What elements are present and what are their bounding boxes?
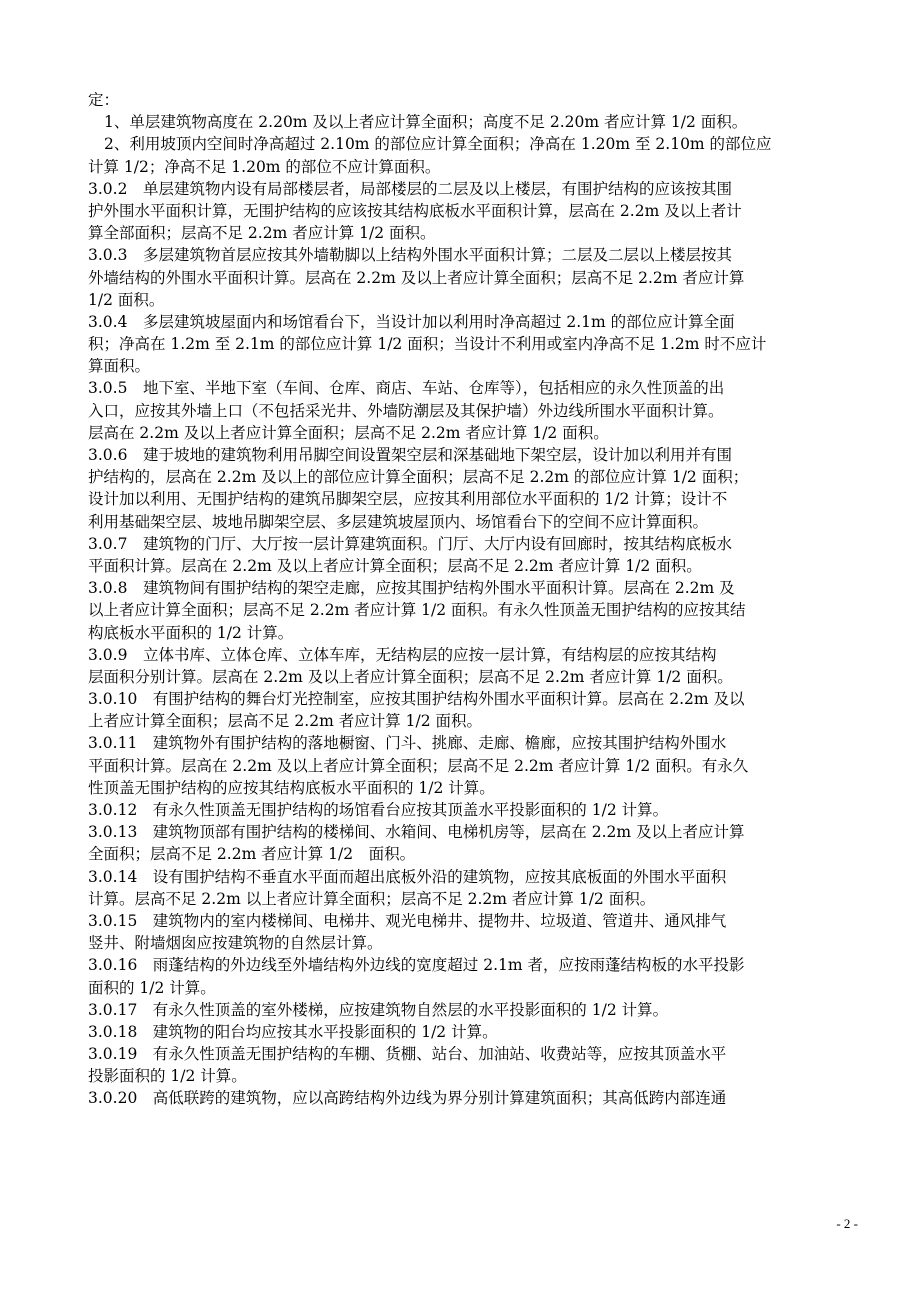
text-line: 定： [88, 91, 120, 109]
text-line: 外墙结构的外围水平面积计算。层高在 2.2m 及以上者应计算全面积；层高不足 2.2m 者应计算 [88, 268, 745, 287]
text-line: 投影面积的 1/2 计算。 [88, 1067, 247, 1086]
text-line: 积；净高在 1.2m 至 2.1m 的部位应计算 1/2 面积；当设计不利用或室内净高不足 1.2m 时不应计 [88, 335, 767, 354]
text-line: 3.0.7 建筑物的门厅、大厅按一层计算建筑面积。门厅、大厅内设有回廊时，按其结构底板水 [88, 534, 732, 553]
text-line: 上者应计算全面积；层高不足 2.2m 者应计算 1/2 面积。 [88, 712, 483, 731]
text-line: 构底板水平面积的 1/2 计算。 [88, 623, 294, 642]
text-line: 3.0.14 设有围护结构不垂直水平面而超出底板外沿的建筑物，应按其底板面的外围水平面积 [88, 867, 727, 886]
text-line: 3.0.11 建筑物外有围护结构的落地橱窗、门斗、挑廊、走廊、檐廊，应按其围护结构外围水 [88, 734, 727, 753]
text-line: 1、单层建筑物高度在 2.20m 及以上者应计算全面积；高度不足 2.20m 者应计算 1/2 面积。 [104, 113, 748, 132]
page-number: - 2 - [836, 1216, 858, 1231]
text-line: 竖井、附墙烟囱应按建筑物的自然层计算。 [88, 934, 383, 953]
text-line: 3.0.3 多层建筑物首层应按其外墙勒脚以上结构外围水平面积计算；二层及二层以上楼层按其 [88, 246, 732, 265]
text-line: 平面积计算。层高在 2.2m 及以上者应计算全面积；层高不足 2.2m 者应计算 1/2 面积。 [88, 556, 702, 575]
text-line: 护结构的，层高在 2.2m 及以上的部位应计算全面积；层高不足 2.2m 的部位应计算 1/2 面积； [88, 468, 749, 487]
text-line: 计算 1/2；净高不足 1.20m 的部位不应计算面积。 [88, 157, 441, 176]
text-line: 3.0.2 单层建筑物内设有局部楼层者，局部楼层的二层及以上楼层，有围护结构的应该按其围 [88, 179, 732, 198]
text-line: 3.0.18 建筑物的阳台均应按其水平投影面积的 1/2 计算。 [88, 1022, 498, 1041]
text-line: 3.0.17 有永久性顶盖的室外楼梯，应按建筑物自然层的水平投影面积的 1/2 计算。 [88, 1000, 669, 1019]
text-line: 设计加以利用、无围护结构的建筑吊脚架空层，应按其利用部位水平面积的 1/2 计算；设计不 [88, 490, 728, 509]
text-line: 面积的 1/2 计算。 [88, 978, 216, 997]
text-line: 3.0.5 地下室、半地下室（车间、仓库、商店、车站、仓库等），包括相应的永久性顶盖的出 [88, 379, 725, 398]
text-line: 利用基础架空层、坡地吊脚架空层、多层建筑坡屋顶内、场馆看台下的空间不应计算面积。 [88, 512, 709, 531]
text-line: 3.0.16 雨蓬结构的外边线至外墙结构外边线的宽度超过 2.1m 者，应按雨蓬结构板的水平投影 [88, 956, 745, 975]
text-line: 平面积计算。层高在 2.2m 及以上者应计算全面积；层高不足 2.2m 者应计算 1/2 面积。有永久 [88, 756, 749, 775]
text-line: 计算。层高不足 2.2m 以上者应计算全面积；层高不足 2.2m 者应计算 1/2 面积。 [88, 889, 656, 908]
text-line: 3.0.4 多层建筑坡屋面内和场馆看台下，当设计加以利用时净高超过 2.1m 的部位应计算全面 [88, 312, 735, 331]
text-line: 层面积分别计算。层高在 2.2m 及以上者应计算全面积；层高不足 2.2m 者应计算 1/2 面积。 [88, 667, 733, 686]
text-line: 层高在 2.2m 及以上者应计算全面积；层高不足 2.2m 者应计算 1/2 面积。 [88, 423, 609, 442]
text-line: 全面积；层高不足 2.2m 者应计算 1/2 面积。 [88, 845, 416, 864]
text-line: 3.0.8 建筑物间有围护结构的架空走廊，应按其围护结构外围水平面积计算。层高在 2.2m 及 [88, 579, 735, 598]
text-line: 2、利用坡顶内空间时净高超过 2.10m 的部位应计算全面积；净高在 1.20m 至 2.10m 的部位应 [104, 135, 772, 154]
text-line: 护外围水平面积计算，无围护结构的应该按其结构底板水平面积计算，层高在 2.2m 及以上者计 [88, 201, 742, 220]
text-line: 算面积。 [88, 357, 151, 376]
text-line: 性顶盖无围护结构的应按其结构底板水平面积的 1/2 计算。 [88, 778, 495, 797]
document-body [88, 89, 858, 1110]
text-line: 3.0.15 建筑物内的室内楼梯间、电梯井、观光电梯井、提物井、垃圾道、管道井、通风排气 [88, 911, 727, 930]
text-line: 3.0.9 立体书库、立体仓库、立体车库，无结构层的应按一层计算，有结构层的应按其结构 [88, 645, 717, 664]
text-line: 3.0.10 有围护结构的舞台灯光控制室，应按其围护结构外围水平面积计算。层高在 2.2m 及以 [88, 690, 745, 709]
text-line: 1/2 面积。 [88, 290, 165, 309]
text-line: 算全部面积；层高不足 2.2m 者应计算 1/2 面积。 [88, 224, 436, 243]
text-line: 3.0.13 建筑物顶部有围护结构的楼梯间、水箱间、电梯机房等，层高在 2.2m 及以上者应计算 [88, 823, 745, 842]
text-line: 3.0.19 有永久性顶盖无围护结构的车棚、货棚、站台、加油站、收费站等，应按其顶盖水平 [88, 1045, 727, 1064]
text-line: 3.0.12 有永久性顶盖无围护结构的场馆看台应按其顶盖水平投影面积的 1/2 计算。 [88, 801, 669, 819]
text-line: 3.0.6 建于坡地的建筑物利用吊脚空间设置架空层和深基础地下架空层，设计加以利用并有围 [88, 446, 732, 464]
text-line: 入口，应按其外墙上口（不包括采光井、外墙防潮层及其保护墙）外边线所围水平面积计算。 [88, 401, 724, 420]
text-line: 3.0.20 高低联跨的建筑物，应以高跨结构外边线为界分别计算建筑面积；其高低跨内部连通 [88, 1089, 727, 1108]
text-line: 以上者应计算全面积；层高不足 2.2m 者应计算 1/2 面积。有永久性顶盖无围护结构的应按其结 [88, 601, 746, 620]
